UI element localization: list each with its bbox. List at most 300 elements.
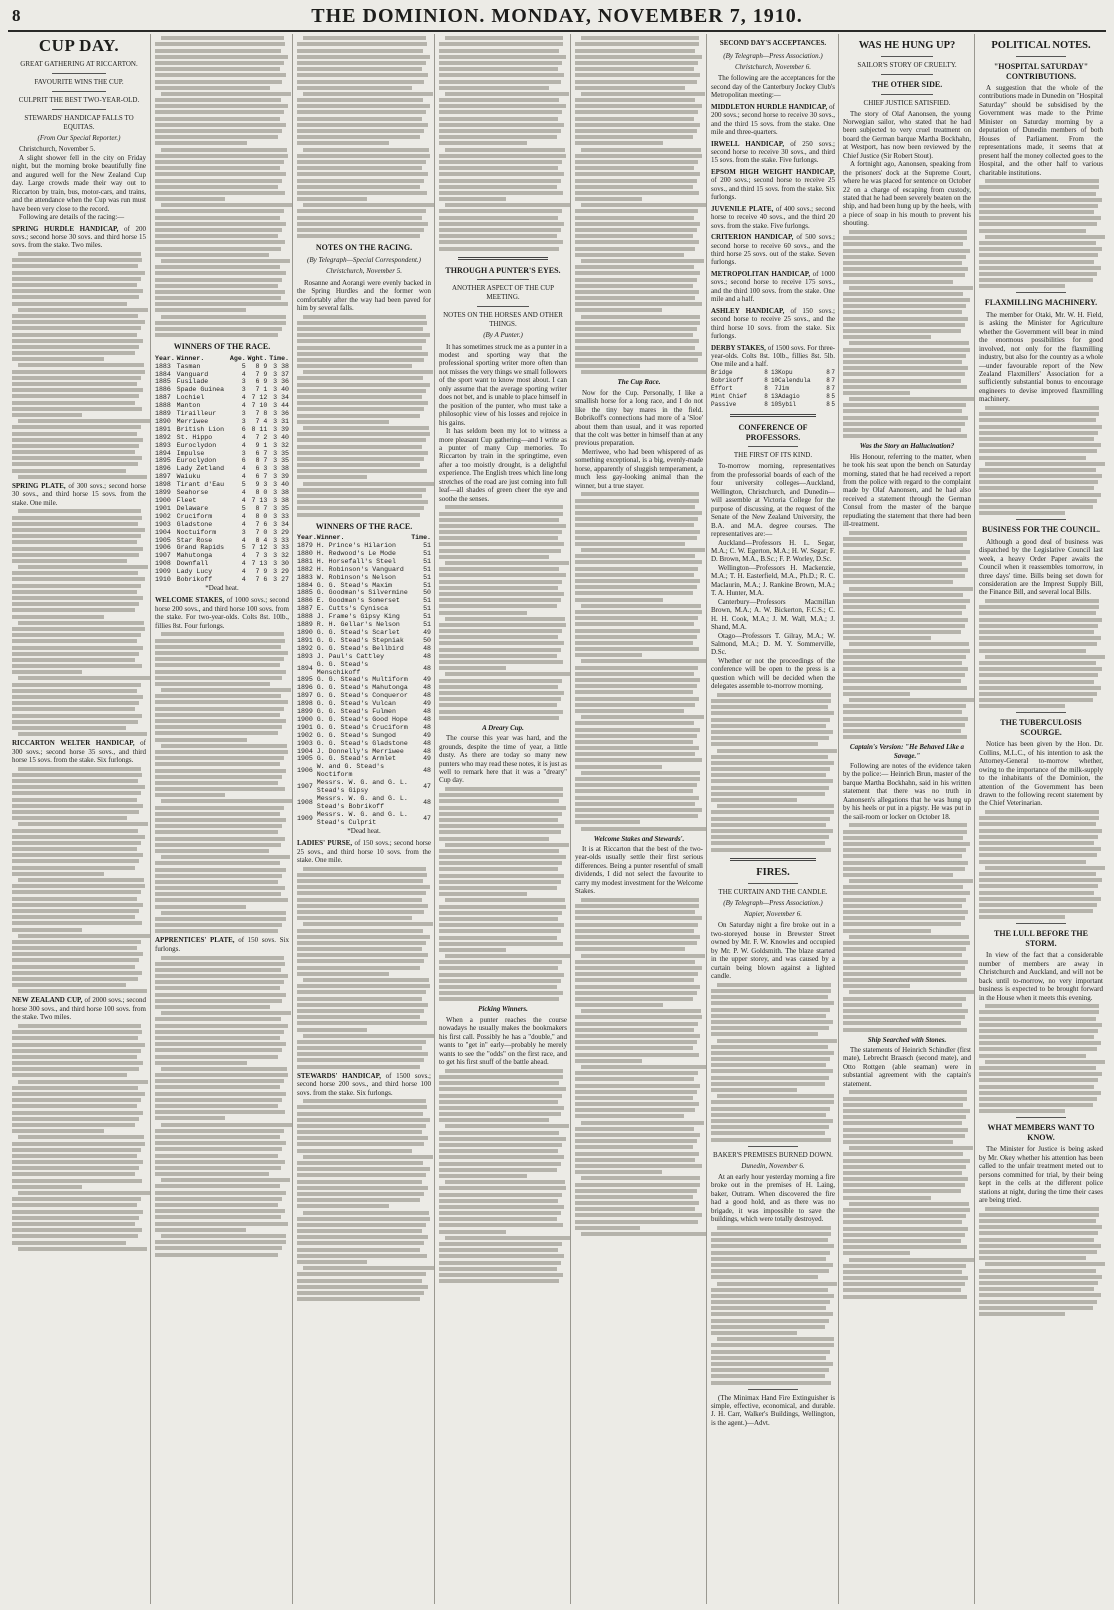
table-cell: 3 40 [273,481,289,489]
text-line-placeholder [161,203,293,207]
text-line-placeholder [979,456,1086,460]
text-line-placeholder [581,370,706,374]
text-line-placeholder [843,630,961,634]
text-line-placeholder [979,884,1098,888]
text-line-placeholder [297,488,426,492]
punter-byline: (By A Punter.) [483,331,523,340]
text-line-placeholder [439,61,562,65]
text-line-placeholder [161,632,284,636]
event-title: SPRING HURDLE HANDICAP, [12,224,119,233]
text-line-placeholder [12,596,143,600]
table-cell: G. Goodman's Silvermine [316,589,408,597]
political-section-head: THE TUBERCULOSIS SCOURGE. [1000,718,1082,737]
text-line-placeholder [979,241,1096,245]
table-row [297,574,431,582]
text-line-placeholder [297,1136,428,1140]
text-line-placeholder [979,1213,1099,1217]
table-row [155,450,289,458]
text-line-placeholder [843,854,962,858]
political-section-text: Although a good deal of business was dispatched by the Legislative Council last week, a heavy Order Paper awaits the Council when it reassembles tomorrow, in three days' time. Bills being set down for consideration are the Imprest Supply Bill, the Finance Bill, and several local Bills. [979,537,1103,597]
text-line-placeholder [979,1300,1097,1304]
text-line-placeholder [12,382,137,386]
text-line-placeholder [18,509,141,513]
text-line-placeholder [297,1186,428,1190]
text-line-placeholder [297,898,422,902]
table-cell: 48 [423,715,431,723]
text-line-placeholder [297,1003,428,1007]
text-line-placeholder [575,197,642,201]
text-line-placeholder [849,587,973,591]
text-line-placeholder [979,1066,1096,1070]
table-cell: W. Robinson's Nelson [316,573,396,581]
text-line-placeholder [12,1049,141,1053]
text-line-placeholder [849,935,969,939]
table-cell: 51 [423,557,431,565]
text-line-placeholder [843,543,963,547]
text-line-placeholder [12,450,135,454]
text-line-placeholder [575,117,694,121]
event-text: of 1000 sovs.; second horse 200 sovs., and third horse 100 sovs. from the stake. For two-year-olds. Colts 8st. 10lb., fillies 8st. Four furlongs. [155,596,290,630]
table-cell: 4 [241,441,246,449]
text-line-placeholder [711,1008,830,1012]
political-section-text: A suggestion that the whole of the contributions made in Dunedin on "Hospital Saturday" should be subsidised by the Government was made to the Prime Minister on Saturday morning by a deputation of Dunedin members of both Houses of Parliament. From the representations made, it seems that at present half the money collected goes to the Hospital, and the other half to various charitable institutions. [979,84,1103,177]
text-line-placeholder [155,837,285,841]
table-cell: 1900 [297,715,313,723]
text-line-placeholder [12,1234,138,1238]
text-line-placeholder [155,160,284,164]
punter-title: THROUGH A PUNTER'S EYES. [445,265,561,275]
punter-paragraph: It has sometimes struck me as a punter in a modest and sporting way that the professional sporting writer more often than not misses the very things we small followers of the sport want to know most about. I can only assume that the average sporting writer does not bet, and is unable to place himself in the position of the punter, who must take a philosophic view of his losses and rejoice in his gains. [439,342,567,427]
table-cell: 1909 [297,814,313,822]
article-filler [979,1207,1103,1316]
text-line-placeholder [297,179,424,183]
text-line-placeholder [979,680,1094,684]
text-line-placeholder [155,228,282,232]
table-cell: 1893 [155,441,171,449]
text-line-placeholder [18,1080,148,1084]
text-line-placeholder [445,1069,563,1073]
text-line-placeholder [717,1226,831,1230]
text-line-placeholder [297,1173,426,1177]
text-line-placeholder [843,409,962,413]
table-cell: 1891 [155,425,171,433]
table-cell: 1902 [155,512,171,520]
table-cell: Euroclydon [176,457,217,465]
column-8 [974,34,1107,1604]
text-line-placeholder [581,604,701,608]
text-line-placeholder [297,500,428,504]
text-line-placeholder [297,389,426,393]
text-line-placeholder [711,1263,833,1267]
cup-day-byline: (From Our Special Reporter.) [37,134,121,142]
text-line-placeholder [12,339,143,343]
text-line-placeholder [439,691,564,695]
table-cell: 1887 [297,605,313,613]
table-row [297,748,431,756]
text-line-placeholder [575,960,695,964]
text-line-placeholder [843,556,966,560]
text-line-placeholder [979,661,1096,665]
table-cell: 1886 [155,386,171,394]
table-row [711,385,835,393]
text-line-placeholder [575,1059,642,1063]
text-line-placeholder [297,1040,426,1044]
table-cell: 3 34 [273,394,289,402]
text-line-placeholder [155,1191,286,1195]
table-cell: 3 32 [273,552,289,560]
table-cell: 1894 [155,449,171,457]
text-line-placeholder [843,391,910,395]
political-section-head: THE LULL BEFORE THE STORM. [994,929,1088,948]
text-line-placeholder [581,148,701,152]
text-line-placeholder [155,179,282,183]
table-row [297,755,431,763]
table-cell: 7 8 [255,410,268,418]
text-line-placeholder [575,333,693,337]
text-line-placeholder [711,1362,833,1366]
table-cell: 3 40 [273,433,289,441]
text-line-placeholder [575,166,694,170]
table-cell: Adagio [778,392,800,400]
text-line-placeholder [297,216,422,220]
text-line-placeholder [439,648,561,652]
table-row [297,795,431,811]
text-line-placeholder [439,1199,558,1203]
text-line-placeholder [155,1055,278,1059]
article-filler [439,787,567,1001]
text-line-placeholder [439,1230,506,1234]
text-line-placeholder [12,333,137,337]
text-line-placeholder [439,172,564,176]
text-line-placeholder [439,1273,563,1277]
table-cell: Spade Guinea [176,386,225,394]
text-line-placeholder [439,629,562,633]
text-line-placeholder [711,773,826,777]
table-row [155,529,289,537]
text-line-placeholder [439,1279,559,1283]
text-line-placeholder [843,1183,965,1187]
text-line-placeholder [575,567,698,571]
text-line-placeholder [439,1193,562,1197]
text-line-placeholder [439,1242,562,1246]
article-filler [979,406,1103,515]
table-cell: 1908 [297,798,313,806]
acceptance-race-name: METROPOLITAN HANDICAP, [711,269,811,278]
text-line-placeholder [849,642,969,646]
text-line-placeholder [18,308,148,312]
winners-footnote: *Dead heat. [205,583,239,592]
text-line-placeholder [155,1042,286,1046]
text-line-placeholder [12,584,141,588]
table-cell: H. Redwood's Le Mode [316,549,396,557]
table-cell: 3 35 [273,504,289,512]
punter-subhead-1: ANOTHER ASPECT OF THE CUP MEETING. [451,284,555,302]
text-line-placeholder [297,494,422,498]
table-cell: Seahorse [176,489,209,497]
text-line-placeholder [12,289,143,293]
text-line-placeholder [575,1096,693,1100]
hung-up-side-paragraph: The statements of Heinrich Schindler (first mate), Lebrecht Braasch (second mate), and Otto Rottgen (able seaman) were in substantial agreement with the captain's statement. [843,1046,971,1088]
text-line-placeholder [711,1319,829,1323]
rule [1016,292,1066,293]
text-line-placeholder [711,1001,834,1005]
text-line-placeholder [843,1288,961,1292]
table-cell: 7 1 [255,386,268,394]
text-line-placeholder [155,830,278,834]
text-line-placeholder [155,1098,282,1102]
table-cell: 1884 [297,581,313,589]
table-row [297,732,431,740]
text-line-placeholder [439,542,564,546]
text-line-placeholder [161,799,293,803]
text-line-placeholder [843,1177,968,1181]
text-line-placeholder [575,591,693,595]
text-line-placeholder [161,36,284,40]
text-line-placeholder [439,518,559,522]
text-line-placeholder [711,1063,826,1067]
text-line-placeholder [297,141,389,145]
text-line-placeholder [979,915,1065,919]
text-line-placeholder [575,265,694,269]
text-line-placeholder [575,296,695,300]
table-cell: 8 [764,376,768,384]
text-line-placeholder [297,1052,428,1056]
text-line-placeholder [711,1244,834,1248]
text-line-placeholder [849,1090,967,1094]
text-line-placeholder [575,1108,695,1112]
acceptances-races [711,103,835,369]
table-cell: 6 7 [255,473,268,481]
fires-dateline: Napier, November 6. [744,910,802,918]
table-cell: 51 [423,597,431,605]
text-line-placeholder [575,42,699,46]
article-filler [843,531,971,739]
table-cell: 7 2 [255,433,268,441]
text-line-placeholder [711,1069,833,1073]
text-line-placeholder [12,1123,135,1127]
text-line-placeholder [843,599,970,603]
text-line-placeholder [439,80,561,84]
text-line-placeholder [575,536,697,540]
text-line-placeholder [979,1078,1098,1082]
table-cell: 3 [241,417,246,425]
table-cell: 13 [770,392,779,400]
text-line-placeholder [843,1196,931,1200]
text-line-placeholder [439,240,563,244]
text-line-placeholder [439,117,558,121]
text-line-placeholder [439,917,558,921]
text-line-placeholder [155,682,270,686]
text-line-placeholder [297,438,426,442]
text-line-placeholder [575,910,695,914]
text-line-placeholder [439,555,549,559]
table-cell: Cruciform [176,512,213,520]
table-cell: 3 33 [273,512,289,520]
text-line-placeholder [843,842,970,846]
text-line-placeholder [849,990,975,994]
text-line-placeholder [843,605,966,609]
text-line-placeholder [155,1141,286,1145]
text-line-placeholder [711,767,830,771]
text-line-placeholder [12,683,141,687]
text-line-placeholder [575,1071,698,1075]
text-line-placeholder [843,348,970,352]
table-cell: 1905 [297,755,313,763]
text-line-placeholder [979,903,1097,907]
table-cell: Mint Chief [711,392,748,400]
table-cell: 1892 [155,433,171,441]
text-line-placeholder [161,148,287,152]
text-line-placeholder [575,511,702,515]
text-line-placeholder [575,228,697,232]
table-cell: 4 [241,568,246,576]
text-line-placeholder [297,234,420,238]
text-line-placeholder [439,886,557,890]
text-line-placeholder [985,179,1099,183]
table-row [155,410,289,418]
acceptance-race [711,344,835,369]
text-line-placeholder [711,810,834,814]
text-line-placeholder [297,959,424,963]
text-line-placeholder [575,935,700,939]
text-line-placeholder [12,351,135,355]
cup-race-paragraph: Now for the Cup. Personally, I like a smallish horse for a long race, and I do not like the tiny bay mares in the field. Bobrikoff's connections had more of a 'Sloe' about them than usual, and it was reported that the colt was better in himself than at any previous preparation. [575,388,703,448]
text-line-placeholder [979,216,1101,220]
text-line-placeholder [439,49,559,53]
text-line-placeholder [575,1183,700,1187]
text-line-placeholder [843,710,962,714]
text-line-placeholder [979,1010,1099,1014]
acceptance-race [711,233,835,267]
text-line-placeholder [297,172,428,176]
text-line-placeholder [439,1223,563,1227]
text-line-placeholder [843,310,962,314]
text-line-placeholder [843,1121,962,1125]
text-line-placeholder [12,804,143,808]
text-line-placeholder [155,1104,278,1108]
text-line-placeholder [575,666,698,670]
table-cell: 3 36 [273,378,289,386]
text-line-placeholder [979,878,1102,882]
text-line-placeholder [711,1350,830,1354]
table-cell: 5 [241,481,246,489]
text-line-placeholder [445,954,571,958]
text-line-placeholder [155,818,286,822]
text-line-placeholder [439,1075,563,1079]
text-line-placeholder [439,1254,564,1258]
text-line-placeholder [297,457,424,461]
table-row [155,544,289,552]
table-cell: 8 [764,400,768,408]
text-line-placeholder [843,978,967,982]
text-line-placeholder [12,1086,138,1090]
text-line-placeholder [849,531,967,535]
text-line-placeholder [155,253,269,257]
text-line-placeholder [575,598,663,602]
table-cell: 3 38 [273,489,289,497]
text-line-placeholder [297,1285,428,1289]
text-line-placeholder [979,449,1097,453]
table-cell: 4 [241,394,246,402]
table-cell: Tasman [176,362,201,370]
text-line-placeholder [12,909,139,913]
text-line-placeholder [12,720,138,724]
text-line-placeholder [439,654,557,658]
text-line-placeholder [12,271,145,275]
text-line-placeholder [575,997,693,1001]
text-line-placeholder [711,1026,829,1030]
text-line-placeholder [12,1111,143,1115]
acceptance-race [711,140,835,165]
table-cell: 5 [831,400,835,408]
text-line-placeholder [843,624,965,628]
text-line-placeholder [12,522,138,526]
text-line-placeholder [979,1293,1101,1297]
table-cell: 1898 [297,700,313,708]
text-line-placeholder [439,936,557,940]
text-line-placeholder [297,67,422,71]
text-line-placeholder [439,991,563,995]
table-row [155,363,289,371]
table-cell: 3 38 [273,465,289,473]
text-line-placeholder [12,407,142,411]
text-line-placeholder [439,942,563,946]
table-cell: 8 11 [251,425,268,433]
text-line-placeholder [439,1118,549,1122]
text-line-placeholder [155,1240,286,1244]
text-line-placeholder [581,315,700,319]
table-cell: 1897 [297,692,313,700]
text-line-placeholder [979,1085,1094,1089]
text-line-placeholder [297,117,422,121]
text-line-placeholder [843,941,970,945]
text-line-placeholder [575,110,698,114]
text-line-placeholder [711,1020,833,1024]
text-line-placeholder [303,978,429,982]
rule [881,74,932,75]
text-line-placeholder [575,796,699,800]
acceptance-race [711,103,835,137]
table-cell: Bridge [711,368,733,376]
cup-day-headline: CUP DAY. [38,36,120,55]
text-line-placeholder [12,326,141,330]
text-line-placeholder [575,321,700,325]
table-cell: 48 [423,798,431,806]
text-line-placeholder [843,636,931,640]
text-line-placeholder [297,185,420,189]
table-cell: J. Frame's Gipsy King [316,613,400,621]
text-line-placeholder [843,848,966,852]
acceptances-dateline: Christchurch, November 6. [735,62,811,71]
table-row [711,369,835,377]
text-line-placeholder [711,792,825,796]
text-line-placeholder [12,1104,137,1108]
table-cell: 4 [241,497,246,504]
text-line-placeholder [711,1306,826,1310]
text-line-placeholder [979,860,1086,864]
text-line-placeholder [297,1254,427,1258]
text-line-placeholder [439,1131,559,1135]
table-row [297,550,431,558]
text-line-placeholder [297,1235,428,1239]
text-line-placeholder [575,985,700,989]
text-line-placeholder [439,611,527,615]
text-line-placeholder [843,317,968,321]
text-line-placeholder [439,1149,558,1153]
text-line-placeholder [12,853,143,857]
race-results-filler [297,36,431,238]
text-line-placeholder [575,1084,700,1088]
